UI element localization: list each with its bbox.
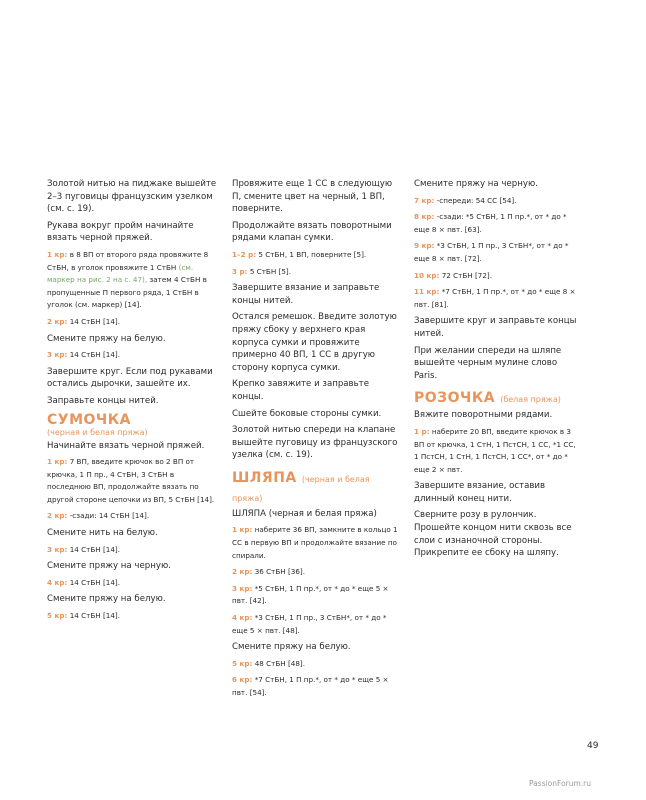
round-label: 5 кр: — [232, 658, 253, 668]
round-instruction — [47, 249, 219, 312]
round-instruction — [414, 240, 582, 265]
row-text: 5 СтБН, 1 ВП, поверните [5]. — [258, 249, 367, 259]
round-text: *5 СтБН, 1 П пр.*, от * до * еще 5 × пвт. [42]. — [232, 583, 389, 606]
round-text: 14 СтБН [14]. — [69, 577, 120, 587]
round-text: 14 СтБН [14]. — [69, 544, 120, 554]
round-instruction — [47, 510, 219, 523]
round-instruction — [232, 524, 400, 562]
round-instruction — [47, 544, 219, 557]
round-label: 1 кр: — [232, 525, 253, 535]
round-instruction — [232, 658, 400, 671]
round-text: наберите 36 ВП, замкните в кольцо 1 СС в первую ВП и продолжайте вязание по спирали. — [232, 525, 398, 560]
paragraph: Смените пряжу на белую. — [47, 333, 166, 344]
paragraph: Остался ремешок. Введите золотую пряжу сбоку у верхнего края корпуса сумки и провяжите примерно 40 ВП, 1 СС в другую сторону корпуса сумки. — [232, 312, 397, 373]
round-text: -спереди: 54 СС [54]. — [436, 195, 517, 205]
section-title: СУМОЧКА — [47, 411, 131, 428]
round-label: 2 кр: — [47, 511, 68, 521]
round-instruction — [47, 349, 219, 362]
round-instruction — [232, 674, 400, 699]
row-label: 3 р: — [232, 266, 248, 276]
round-instruction — [414, 211, 582, 236]
round-label: 10 кр: — [414, 270, 440, 280]
paragraph: Рукава вокруг пройм начинайте вязать черной пряжей. — [47, 220, 194, 244]
round-label: 4 кр: — [47, 577, 68, 587]
paragraph: Золотой нитью спереди на клапане вышейте пуговицу из французского узелка (см. с. 19). — [232, 425, 398, 461]
round-label: 3 кр: — [47, 350, 68, 360]
round-label: 9 кр: — [414, 241, 435, 251]
round-instruction — [414, 286, 582, 311]
round-text: в 8 ВП от второго ряда провяжите 8 СтБН, в уголок провяжите 1 СтБН — [47, 249, 209, 272]
round-text: 14 СтБН [14]. — [69, 316, 120, 326]
row-instruction — [414, 426, 582, 476]
paragraph: ШЛЯПА (черная и белая пряжа) — [232, 508, 377, 519]
section-heading-rose — [414, 387, 582, 406]
round-text: 36 СтБН [36]. — [254, 567, 305, 577]
round-text: *7 СтБН, 1 П пр.*, от * до * еще 8 × пвт. [81]. — [414, 287, 576, 309]
paragraph: Завершите вязание и заправьте концы нитей. — [232, 283, 380, 306]
section-heading-hat — [232, 467, 400, 505]
round-label: 1 кр: — [47, 249, 68, 259]
round-label: 1 кр: — [47, 457, 68, 467]
round-label: 3 кр: — [47, 544, 68, 554]
round-text: 14 СтБН [14]. — [69, 350, 120, 360]
paragraph: Смените пряжу на черную. — [414, 179, 538, 189]
column-left — [47, 178, 219, 627]
paragraph: Золотой нитью на пиджаке вышейте 2–3 пуговицы французским узелком (см. с. 19). — [47, 179, 217, 215]
paragraph: Смените пряжу на белую. — [47, 594, 166, 605]
page-number: 49 — [587, 741, 599, 751]
round-text: 72 СтБН [72]. — [441, 270, 492, 280]
row-instruction — [232, 249, 400, 262]
round-instruction — [232, 566, 400, 579]
paragraph: Сшейте боковые стороны сумки. — [232, 408, 382, 419]
round-text: *3 СтБН, 1 П пр., 3 СтБН*, от * до * еще 5 × пвт. [48]. — [232, 613, 387, 635]
round-label: 8 кр: — [414, 212, 435, 222]
row-text: 5 СтБН [5]. — [249, 266, 291, 276]
marker-reference: (см. маркер на рис. 2 на с. 47), — [47, 262, 194, 285]
row-text: наберите 20 ВП, введите крючок в 3 ВП от крючка, 1 СтН, 1 ПстСН, 1 СС, *1 СС, 1 ПстСН, 1 СтН, 1 ПстСН, 1 СС*, от * до * еще 2 × пвт. — [414, 426, 576, 474]
paragraph: Завершите круг и заправьте концы нитей. — [414, 316, 577, 339]
paragraph: Смените пряжу на черную. — [47, 561, 171, 572]
paragraph: Начинайте вязать черной пряжей. — [47, 440, 205, 451]
round-instruction — [232, 612, 400, 637]
paragraph: Крепко завяжите и заправьте концы. — [232, 379, 369, 402]
paragraph: При желании спереди на шляпе вышейте черным мулине слово Paris. — [414, 345, 562, 381]
paragraph: Завершите вязание, оставив длинный конец нити. — [414, 481, 546, 504]
round-instruction — [414, 270, 582, 283]
round-instruction — [47, 577, 219, 590]
round-label: 4 кр: — [232, 613, 253, 623]
section-title: РОЗОЧКА — [414, 390, 496, 407]
round-label: 6 кр: — [232, 675, 253, 685]
section-heading-bag — [47, 413, 219, 437]
round-label: 7 кр: — [414, 195, 435, 205]
round-label: 11 кр: — [414, 287, 440, 297]
round-text: 14 СтБН [14]. — [69, 611, 120, 621]
row-label: 1 р: — [414, 426, 430, 436]
round-label: 2 кр: — [232, 567, 253, 577]
paragraph: Вяжите поворотными рядами. — [414, 410, 553, 421]
section-title: ШЛЯПА — [232, 469, 297, 486]
round-label: 3 кр: — [232, 583, 253, 593]
paragraph: Заправьте концы нитей. — [47, 395, 159, 406]
paragraph: Продолжайте вязать поворотными рядами клапан сумки. — [232, 220, 392, 244]
paragraph: Смените пряжу на белую. — [232, 642, 351, 653]
round-text: 48 СтБН [48]. — [254, 658, 305, 668]
watermark: PassionForum.ru — [529, 779, 592, 788]
round-text: -сзади: 14 СтБН [14]. — [69, 511, 150, 521]
round-instruction — [47, 610, 219, 623]
round-instruction — [47, 316, 219, 329]
paragraph: Сверните розу в рулончик. Прошейте концом нити сквозь все слои с изнаночной стороны. Прикрепите ее сбоку на шляпу. — [414, 510, 572, 559]
round-text: затем 4 СтБН в пропущенные П первого ряда, 1 СтБН в уголок (см. маркер) [14]. — [47, 275, 207, 310]
section-subtitle: (черная и белая пряжа) — [232, 474, 370, 503]
paragraph: Смените нить на белую. — [47, 528, 158, 539]
round-label: 2 кр: — [47, 316, 68, 326]
section-subtitle: (черная и белая пряжа) — [47, 427, 148, 437]
section-subtitle: (белая пряжа) — [500, 395, 561, 405]
row-label: 1–2 р: — [232, 249, 257, 259]
row-instruction — [232, 266, 400, 279]
column-middle — [232, 178, 400, 704]
round-instruction — [47, 456, 219, 506]
round-instruction — [414, 195, 582, 208]
round-text: *7 СтБН, 1 П пр.*, от * до * еще 5 × пвт. [54]. — [232, 675, 389, 697]
round-text: -сзади: *5 СтБН, 1 П пр.*, от * до * еще 8 × пвт. [63]. — [414, 212, 567, 234]
round-text: 7 ВП, введите крючок во 2 ВП от крючка, 1 П пр., 4 СтБН, 3 СтБН в последнюю ВП, продолжайте вязать по другой стороне цепочки из ВП, 5 СтБН [14]. — [47, 457, 215, 504]
paragraph: Завершите круг. Если под рукавами остались дырочки, зашейте их. — [47, 366, 213, 390]
paragraph: Провяжите еще 1 СС в следующую П, смените цвет на черный, 1 ВП, поверните. — [232, 179, 393, 215]
round-text: *3 СтБН, 1 П пр., 3 СтБН*, от * до * еще 8 × пвт. [72]. — [414, 241, 569, 263]
round-instruction — [232, 583, 400, 608]
column-right — [414, 178, 582, 564]
round-label: 5 кр: — [47, 611, 68, 621]
